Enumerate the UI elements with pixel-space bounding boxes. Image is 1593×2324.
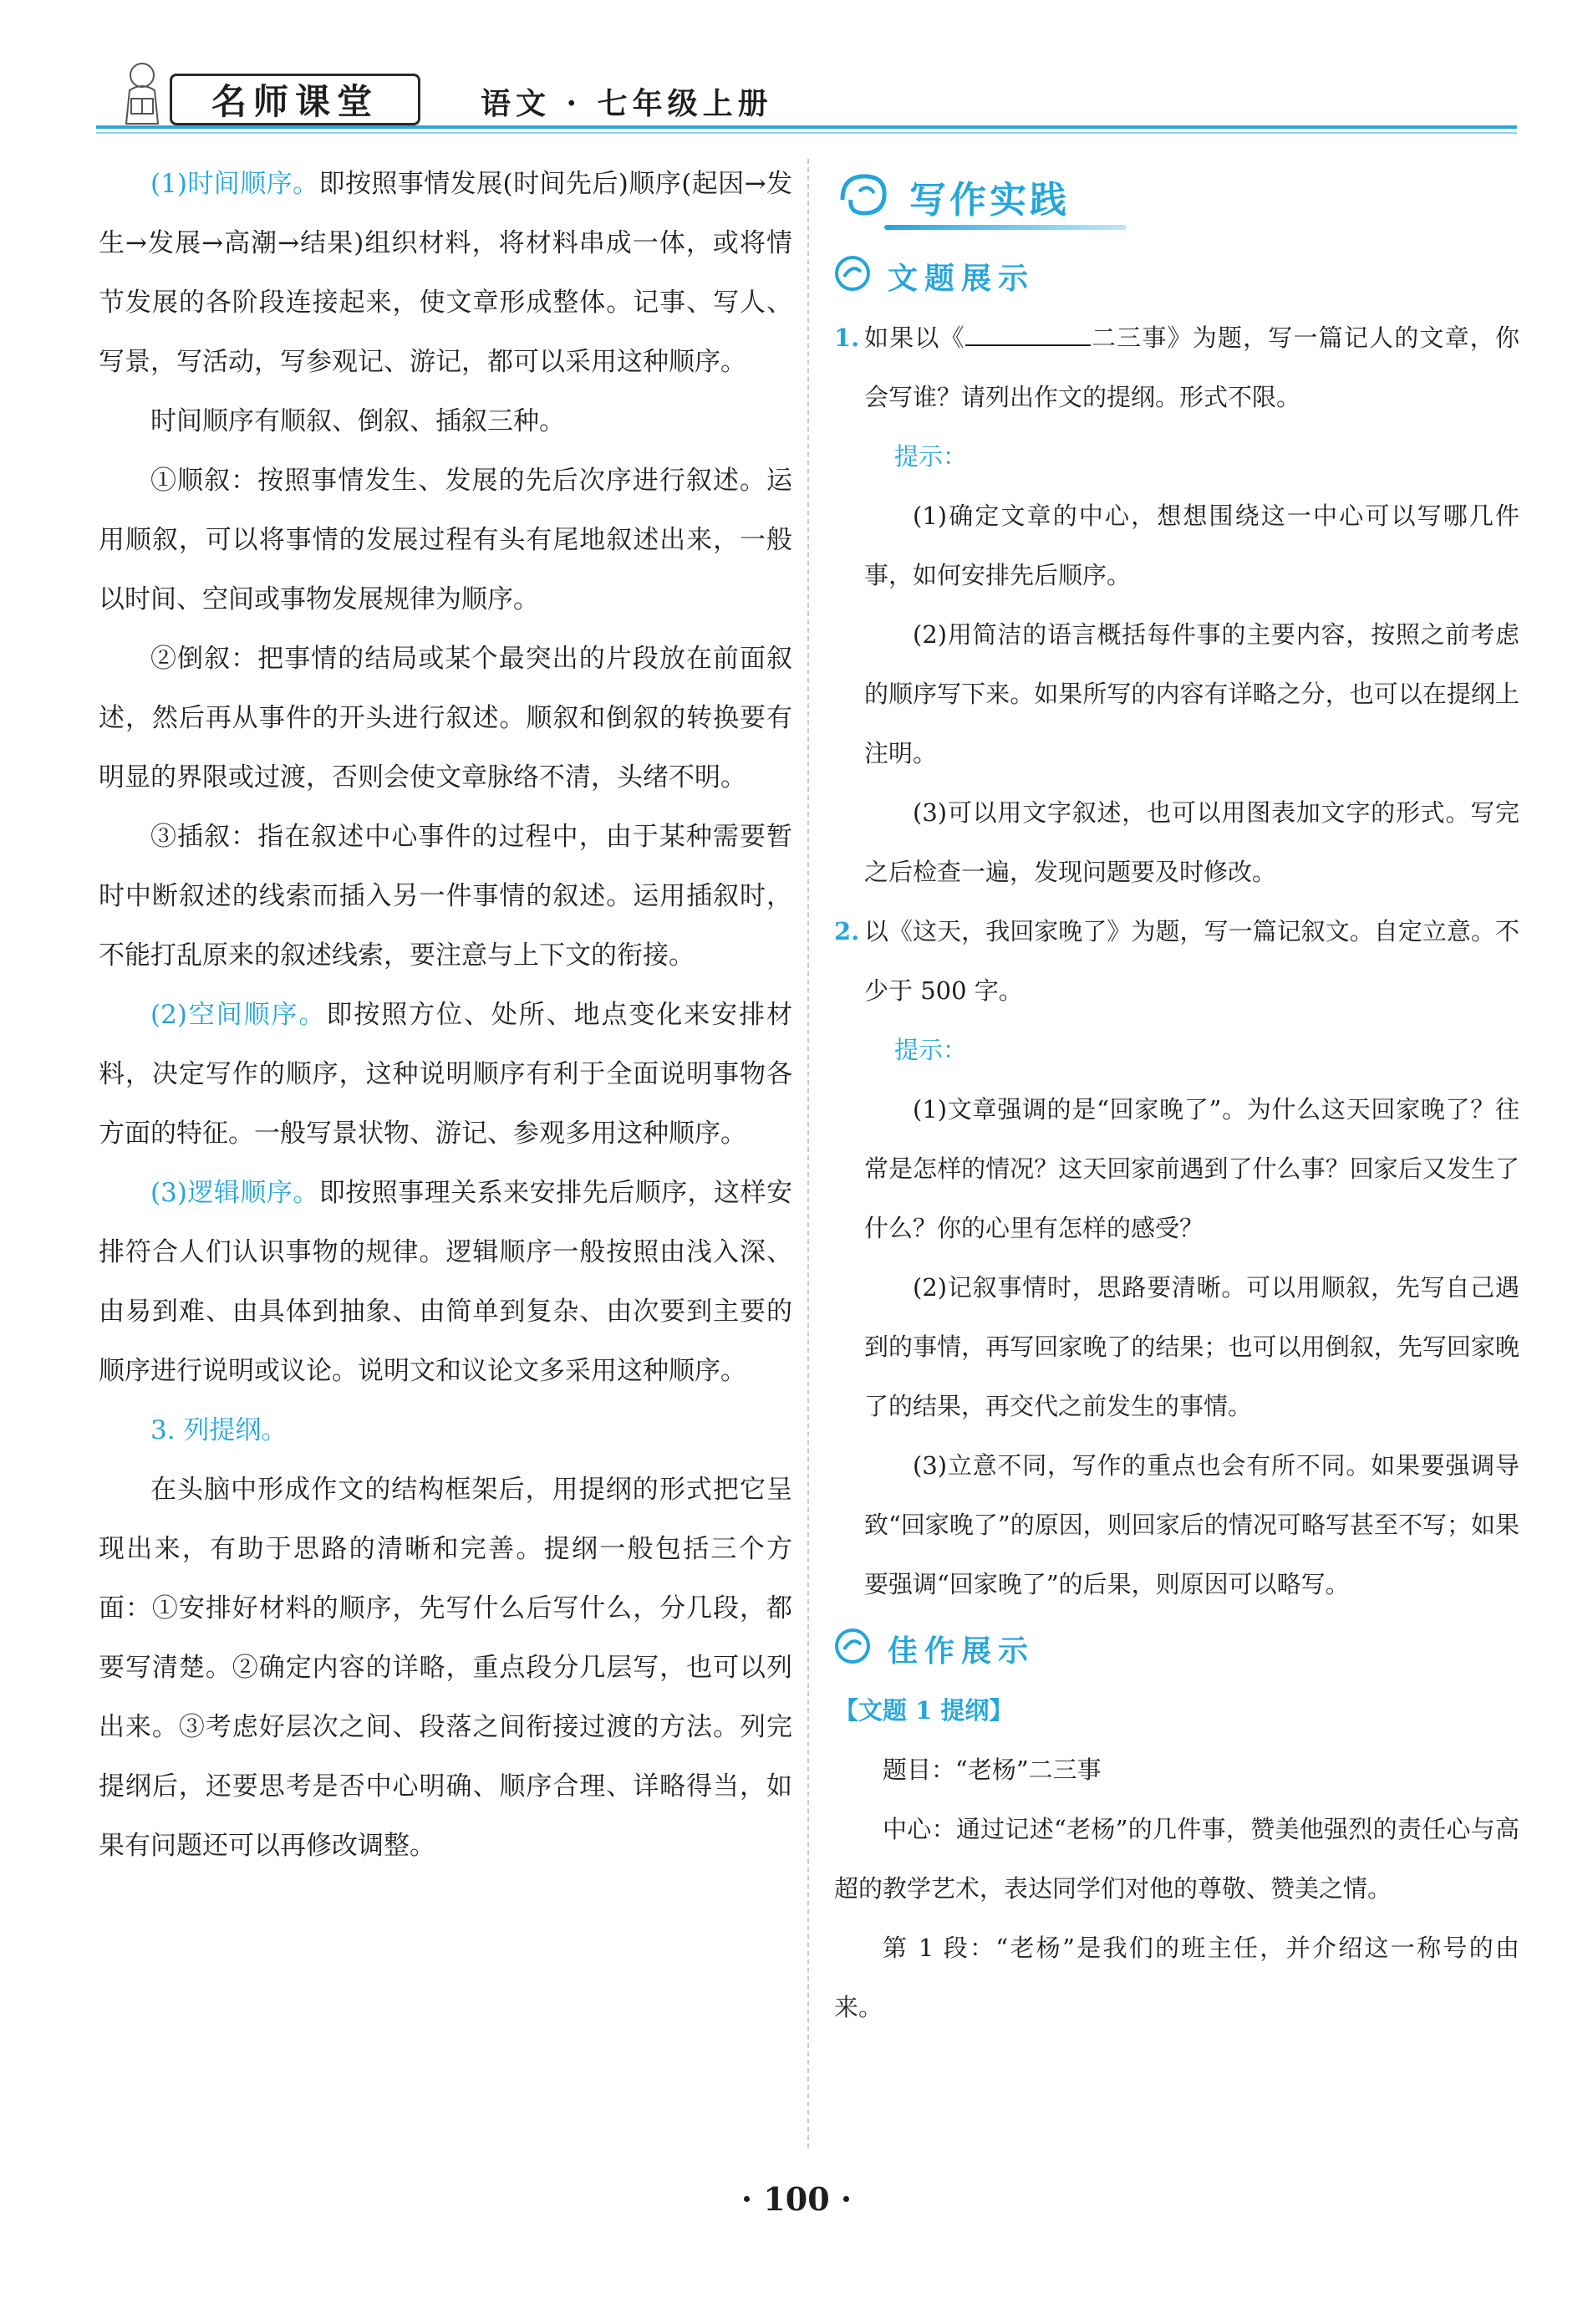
example-paragraph-1: 第 1 段：“老杨”是我们的班主任，并介绍这一称号的由来。 [834, 1934, 1519, 2021]
paragraph-flashback: ②倒叙：把事情的结局或某个最突出的片段放在前面叙述，然后再从事件的开头进行叙述。顺叙和倒叙的转换要有明显的界限或过渡，否则会使文章脉络不清，头绪不明。 [99, 644, 792, 793]
q2-hint-1: (1)文章强调的是“回家晚了”。为什么这天回家晚了？往常是怎样的情况？这天回家前遇到了什么事？回家后又发生了什么？你的心里有怎样的感受？ [864, 1095, 1519, 1242]
outline-heading: 3. 列提纲。 [150, 1415, 288, 1445]
q1-hint-3: (3)可以用文字叙述，也可以用图表加文字的形式。写完之后检查一遍，发现问题要及时修改。 [864, 798, 1519, 886]
page-number: · 100 · [741, 2180, 852, 2218]
subsection-topics [834, 247, 1519, 305]
hint-label: 提示： [894, 1036, 968, 1064]
space-order-heading: (2)空间顺序。 [150, 1000, 327, 1030]
fill-blank [965, 319, 1091, 346]
subsection-title: 文题展示 [888, 261, 1036, 296]
time-order-heading: (1)时间顺序。 [150, 169, 319, 199]
time-order-body: 即按照事情发展(时间先后)顺序(起因→发生→发展→高潮→结果)组织材料，将材料串成一体，或将情节发展的各阶段连接起来，使文章形成整体。记事、写人、写景，写活动，写参观记、游记，都可以采用这种顺序。 [99, 169, 792, 377]
reading-child-icon [113, 57, 171, 132]
example-title: 题目：“老杨”二三事 [883, 1756, 1102, 1784]
hint-label: 提示： [894, 442, 968, 471]
question-1-prefix: 如果以《 [864, 324, 965, 352]
space-order-body: 即按照方位、处所、地点变化来安排材料，决定写作的顺序，这种说明顺序有利于全面说明事物各方面的特征。一般写景状物、游记、参观多用这种顺序。 [99, 1000, 792, 1149]
swirl-icon [834, 166, 893, 225]
right-column [834, 155, 1519, 2037]
paragraph-time-order [99, 155, 792, 392]
paragraph-three-kinds: 时间顺序有顺叙、倒叙、插叙三种。 [150, 406, 565, 436]
column-divider [807, 159, 809, 2148]
section-writing-practice [834, 155, 1519, 238]
paragraph-interpolation: ③插叙：指在叙述中心事件的过程中，由于某种需要暂时中断叙述的线索而插入另一件事情的叙述。运用插叙时，不能打乱原来的叙述线索，要注意与上下文的衔接。 [99, 822, 792, 971]
header-rule-thin [96, 132, 1517, 134]
topic-badge-icon [834, 255, 871, 292]
logic-order-heading: (3)逻辑顺序。 [150, 1178, 319, 1208]
example-center: 中心：通过记述“老杨”的几件事，赞美他强烈的责任心与高超的教学艺术，表达同学们对他的尊敬、赞美之情。 [834, 1815, 1519, 1903]
q1-hint-2: (2)用简洁的语言概括每件事的主要内容，按照之前考虑的顺序写下来。如果所写的内容有详略之分，也可以在提纲上注明。 [864, 620, 1519, 767]
header-rule [96, 125, 1517, 129]
left-column [99, 155, 792, 1876]
paragraph-space-order [99, 986, 792, 1164]
paragraph-outline: 在头脑中形成作文的结构框架后，用提纲的形式把它呈现出来，有助于思路的清晰和完善。提纲一般包括三个方面：①安排好材料的顺序，先写什么后写什么，分几段，都要写清楚。②确定内容的详略，重点段分几层写，也可以列出来。③考虑好层次之间、段落之间衔接过渡的方法。列完提纲后，还要思考是否中心明确、顺序合理、详略得当，如果有问题还可以再修改调整。 [99, 1475, 792, 1861]
question-number: 1. [834, 324, 860, 352]
section-title-underline [884, 225, 1127, 230]
question-1-suffix: 二三事》为题，写一篇记人的文章，你会写谁？请列出作文的提纲。形式不限。 [864, 324, 1519, 411]
question-2-text: 以《这天，我回家晚了》为题，写一篇记叙文。自定立意。不少于 500 字。 [864, 917, 1519, 1005]
paragraph-logic-order [99, 1164, 792, 1401]
question-1 [834, 308, 1519, 427]
subsection-examples [834, 1619, 1519, 1678]
question-1-text [864, 308, 1519, 427]
q2-hint-2: (2)记叙事情时，思路要清晰。可以用顺叙，先写自己遇到的事情，再写回家晚了的结果；也可以用倒叙，先写回家晚了的结果，再交代之前发生的事情。 [864, 1273, 1519, 1420]
outline-tag: 【文题 1 提纲】 [834, 1696, 1014, 1725]
logic-order-body: 即按照事理关系来安排先后顺序，这样安排符合人们认识事物的规律。逻辑顺序一般按照由浅入深、由易到难、由具体到抽象、由简单到复杂、由次要到主要的顺序进行说明或议论。说明文和议论文多采用这种顺序。 [99, 1178, 792, 1386]
example-badge-icon [834, 1628, 871, 1664]
series-logo: 名师课堂 [170, 74, 420, 125]
question-2 [834, 902, 1519, 1021]
book-title: 语文 · 七年级上册 [481, 86, 773, 121]
page-header [96, 57, 1517, 132]
question-number: 2. [834, 917, 860, 945]
paragraph-chronological: ①顺叙：按照事情发生、发展的先后次序进行叙述。运用顺叙，可以将事情的发展过程有头有尾地叙述出来，一般以时间、空间或事物发展规律为顺序。 [99, 466, 792, 614]
section-title: 写作实践 [909, 179, 1070, 222]
q2-hint-3: (3)立意不同，写作的重点也会有所不同。如果要强调导致“回家晚了”的原因，则回家后的情况可略写甚至不写；如果要强调“回家晚了”的后果，则原因可以略写。 [864, 1451, 1519, 1598]
subsection-title: 佳作展示 [888, 1633, 1036, 1669]
q1-hint-1: (1)确定文章的中心，想想围绕这一中心可以写哪几件事，如何安排先后顺序。 [864, 502, 1519, 589]
